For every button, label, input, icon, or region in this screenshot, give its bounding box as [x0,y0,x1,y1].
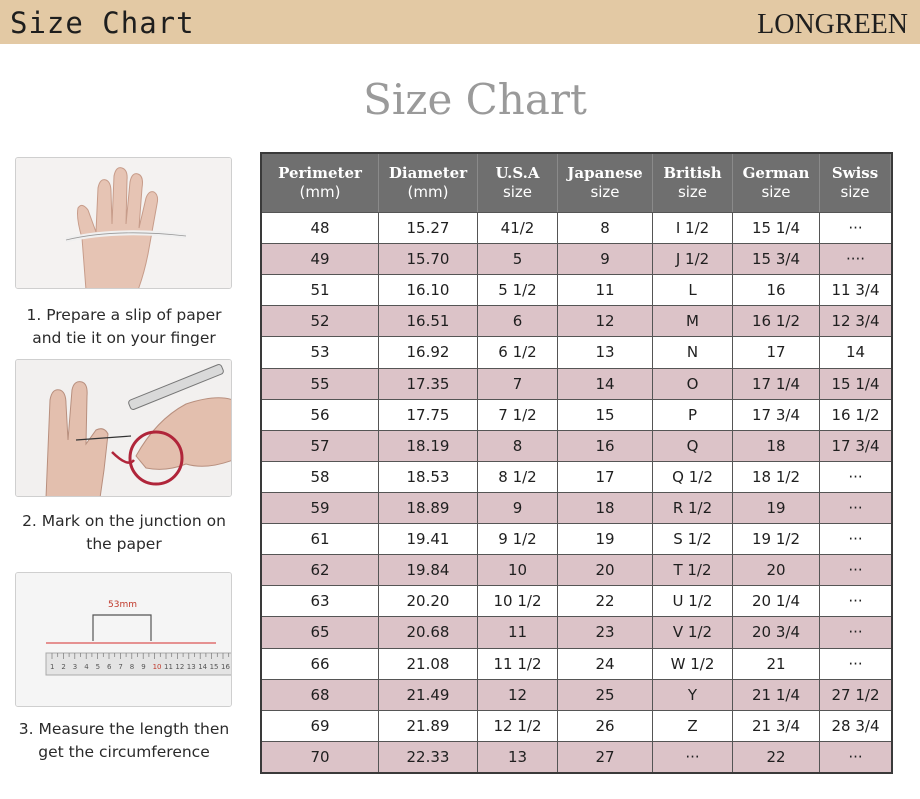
table-cell-perimeter: 69 [262,710,379,741]
table-cell-swiss: 27 1/2 [820,679,891,710]
ruler-number: 9 [141,663,146,671]
table-cell-british: N [653,336,733,367]
table-cell-japanese: 26 [558,710,653,741]
table-cell-british: Q [653,430,733,461]
header-german [733,154,820,212]
step2-caption-line2: the paper [86,535,162,553]
table-cell-perimeter: 53 [262,336,379,367]
header-diameter [379,154,478,212]
table-cell-swiss: ··· [820,461,891,492]
table-cell-german: 20 [733,554,820,585]
table-cell-usa: 12 [478,679,558,710]
table-cell-perimeter: 51 [262,274,379,305]
table-cell-usa: 10 [478,554,558,585]
table-cell-swiss: ··· [820,648,891,679]
top-banner [0,0,920,44]
table-cell-usa: 6 1/2 [478,336,558,367]
table-cell-perimeter: 48 [262,212,379,243]
table-cell-perimeter: 61 [262,523,379,554]
table-cell-japanese: 25 [558,679,653,710]
header-usa-unit: size [502,183,533,201]
table-cell-japanese: 13 [558,336,653,367]
table-cell-german: 19 [733,492,820,523]
hand-with-paper-icon [16,158,232,289]
table-cell-british: V 1/2 [653,616,733,647]
table-cell-british: O [653,368,733,399]
table-cell-diameter: 18.89 [379,492,478,523]
table-cell-perimeter: 65 [262,616,379,647]
table-cell-british: L [653,274,733,305]
table-cell-swiss: 12 3/4 [820,305,891,336]
ruler-number: 16 [221,663,230,671]
step1-caption-line1: 1. Prepare a slip of paper [26,306,222,324]
table-cell-diameter: 16.51 [379,305,478,336]
table-cell-british: W 1/2 [653,648,733,679]
table-cell-perimeter: 49 [262,243,379,274]
header-swiss-unit: size [840,183,870,201]
header-perimeter-title: Perimeter [278,164,362,182]
table-cell-british: S 1/2 [653,523,733,554]
table-cell-usa: 5 1/2 [478,274,558,305]
table-cell-british: J 1/2 [653,243,733,274]
table-cell-perimeter: 68 [262,679,379,710]
ruler-number: 8 [129,663,135,671]
ruler-number: 5 [95,663,101,671]
table-cell-diameter: 21.89 [379,710,478,741]
header-perimeter [262,154,379,212]
table-cell-german: 19 1/2 [733,523,820,554]
ruler-number: 11 [164,663,173,671]
table-cell-swiss: ··· [820,212,891,243]
table-cell-usa: 6 [478,305,558,336]
table-cell-usa: 5 [478,243,558,274]
ruler-number: 10 [152,663,162,671]
table-cell-german: 21 1/4 [733,679,820,710]
table-cell-british: R 1/2 [653,492,733,523]
step1-illustration [15,157,232,289]
table-cell-perimeter: 59 [262,492,379,523]
table-cell-perimeter: 66 [262,648,379,679]
table-cell-german: 18 [733,430,820,461]
table-cell-swiss: ··· [820,554,891,585]
table-cell-british: ··· [653,741,733,772]
step1-caption-line2: and tie it on your finger [32,329,216,347]
table-cell-swiss: 28 3/4 [820,710,891,741]
table-cell-japanese: 11 [558,274,653,305]
table-cell-diameter: 19.84 [379,554,478,585]
table-cell-british: Y [653,679,733,710]
table-cell-japanese: 22 [558,585,653,616]
table-cell-diameter: 17.35 [379,368,478,399]
table-cell-swiss: ··· [820,585,891,616]
table-cell-japanese: 16 [558,430,653,461]
step2-illustration [15,359,232,497]
header-japanese [558,154,653,212]
table-cell-german: 16 [733,274,820,305]
table-cell-german: 15 1/4 [733,212,820,243]
ruler-number: 15 [209,663,219,671]
ruler-number: 3 [72,663,78,671]
ruler-measure-label: 53mm [108,600,137,610]
table-cell-usa: 11 1/2 [478,648,558,679]
table-cell-japanese: 8 [558,212,653,243]
table-cell-diameter: 18.53 [379,461,478,492]
table-cell-german: 17 1/4 [733,368,820,399]
header-german-unit: size [761,183,791,201]
table-cell-british: M [653,305,733,336]
table-cell-german: 22 [733,741,820,772]
table-cell-japanese: 18 [558,492,653,523]
step1-caption [8,304,240,350]
table-cell-japanese: 17 [558,461,653,492]
header-diameter-unit: (mm) [407,183,449,201]
table-cell-usa: 7 1/2 [478,399,558,430]
table-cell-swiss: ··· [820,523,891,554]
table-cell-swiss: ··· [820,616,891,647]
table-cell-diameter: 20.68 [379,616,478,647]
table-cell-japanese: 23 [558,616,653,647]
table-cell-swiss: 11 3/4 [820,274,891,305]
table-cell-usa: 7 [478,368,558,399]
step3-caption-line2: get the circumference [38,743,210,761]
table-cell-british: Z [653,710,733,741]
table-cell-swiss: ··· [820,492,891,523]
table-cell-diameter: 21.08 [379,648,478,679]
table-cell-german: 20 1/4 [733,585,820,616]
header-usa [478,154,558,212]
table-cell-diameter: 17.75 [379,399,478,430]
table-cell-usa: 10 1/2 [478,585,558,616]
ruler-icon [16,573,232,707]
size-table-grid [262,154,891,772]
table-cell-diameter: 16.10 [379,274,478,305]
header-german-title: German [742,164,810,182]
table-cell-perimeter: 56 [262,399,379,430]
header-japanese-unit: size [590,183,620,201]
table-cell-british: I 1/2 [653,212,733,243]
table-cell-japanese: 14 [558,368,653,399]
table-cell-german: 17 3/4 [733,399,820,430]
table-cell-diameter: 19.41 [379,523,478,554]
table-cell-usa: 41/2 [478,212,558,243]
ruler-number: 1 [50,663,55,671]
header-japanese-title: Japanese [567,164,643,182]
step3-illustration [15,572,232,707]
table-cell-british: Q 1/2 [653,461,733,492]
ruler-number: 14 [198,663,208,671]
header-british [653,154,733,212]
table-cell-japanese: 27 [558,741,653,772]
table-cell-british: U 1/2 [653,585,733,616]
ruler-number: 7 [118,663,123,671]
table-cell-swiss: 16 1/2 [820,399,891,430]
table-cell-usa: 12 1/2 [478,710,558,741]
step2-caption-line1: 2. Mark on the junction on [22,512,226,530]
table-cell-german: 21 [733,648,820,679]
header-swiss-title: Swiss [831,164,879,182]
step2-caption [8,510,240,556]
header-british-unit: size [677,183,708,201]
table-cell-japanese: 12 [558,305,653,336]
table-cell-usa: 9 [478,492,558,523]
table-cell-german: 17 [733,336,820,367]
table-cell-usa: 8 1/2 [478,461,558,492]
table-cell-german: 21 3/4 [733,710,820,741]
table-cell-diameter: 15.27 [379,212,478,243]
table-cell-diameter: 18.19 [379,430,478,461]
table-cell-british: P [653,399,733,430]
table-cell-diameter: 22.33 [379,741,478,772]
size-table [260,152,893,774]
table-cell-swiss: ··· [820,741,891,772]
table-cell-swiss: 15 1/4 [820,368,891,399]
step3-caption [8,718,240,764]
table-cell-usa: 13 [478,741,558,772]
table-cell-perimeter: 57 [262,430,379,461]
table-cell-japanese: 24 [558,648,653,679]
table-cell-german: 15 3/4 [733,243,820,274]
table-cell-japanese: 19 [558,523,653,554]
banner-title: Size Chart [10,6,195,40]
ruler-number: 2 [61,663,66,671]
table-cell-swiss: 14 [820,336,891,367]
table-cell-perimeter: 70 [262,741,379,772]
header-perimeter-unit: (mm) [299,183,341,201]
table-cell-perimeter: 58 [262,461,379,492]
table-cell-british: T 1/2 [653,554,733,585]
header-british-title: British [663,164,722,182]
ruler-number: 4 [84,663,89,671]
table-cell-diameter: 16.92 [379,336,478,367]
header-diameter-title: Diameter [388,164,468,182]
table-cell-swiss: 17 3/4 [820,430,891,461]
chart-heading: Size Chart [363,75,587,124]
table-cell-usa: 11 [478,616,558,647]
table-cell-swiss: ···· [820,243,891,274]
table-cell-perimeter: 62 [262,554,379,585]
table-cell-diameter: 21.49 [379,679,478,710]
table-cell-perimeter: 63 [262,585,379,616]
table-cell-japanese: 15 [558,399,653,430]
ruler-number: 13 [186,663,196,671]
table-cell-usa: 9 1/2 [478,523,558,554]
table-cell-perimeter: 52 [262,305,379,336]
brand-name: LONGREEN [757,9,908,40]
header-usa-title: U.S.A [495,164,540,182]
table-cell-diameter: 15.70 [379,243,478,274]
table-cell-german: 16 1/2 [733,305,820,336]
table-cell-german: 18 1/2 [733,461,820,492]
step3-caption-line1: 3. Measure the length then [18,720,230,738]
table-cell-diameter: 20.20 [379,585,478,616]
table-cell-japanese: 20 [558,554,653,585]
table-cell-usa: 8 [478,430,558,461]
table-cell-german: 20 3/4 [733,616,820,647]
ruler-number: 6 [107,663,112,671]
pen-marking-icon [16,360,232,497]
ruler-number: 12 [175,663,185,671]
table-cell-japanese: 9 [558,243,653,274]
header-swiss [820,154,891,212]
table-cell-perimeter: 55 [262,368,379,399]
